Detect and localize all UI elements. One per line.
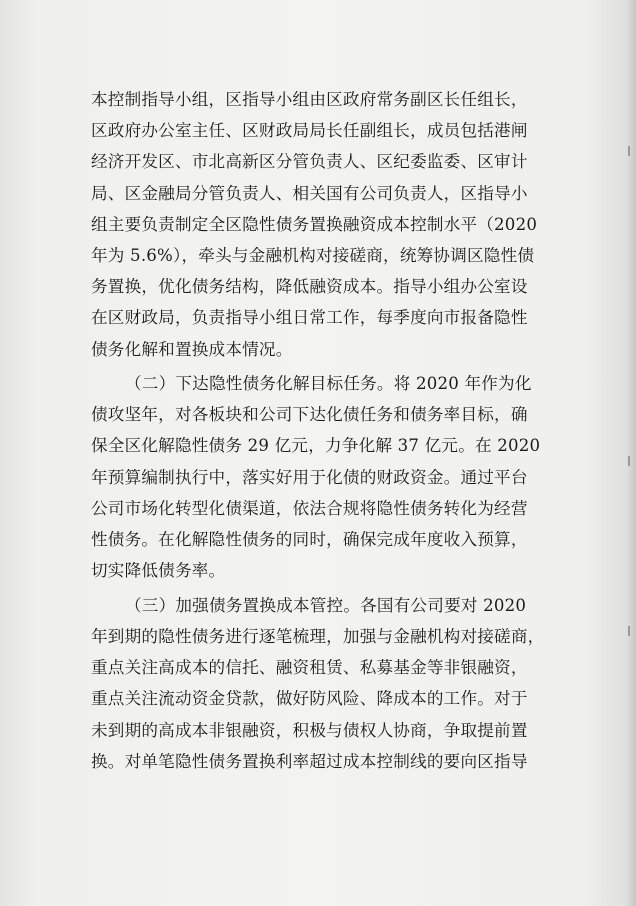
text-line: 局、区金融局分管负责人、相关国有公司负责人，区指导小	[91, 183, 528, 203]
text-line: 重点关注高成本的信托、融资租赁、私募基金等非银融资，	[91, 658, 528, 678]
text-line: 重点关注流动资金贷款，做好防风险、降成本的工作。对于	[91, 689, 528, 709]
paragraph-section-2	[91, 368, 551, 586]
paragraph-section-3	[91, 590, 551, 777]
text-line: 债攻坚年，对各板块和公司下达化债任务和债务率目标，确	[91, 405, 528, 425]
document-body	[91, 84, 551, 780]
text-line: 年到期的隐性债务进行逐笔梳理，加强与金融机构对接磋商，	[91, 626, 545, 646]
text-line: 切实降低债务率。	[91, 561, 226, 581]
section-heading-line: （三）加强债务置换成本管控。各国有公司要对 2020	[125, 595, 527, 615]
text-line: 组主要负责制定全区隐性债务置换融资成本控制水平（2020	[91, 214, 538, 234]
section-heading-line: （二）下达隐性债务化解目标任务。将 2020 年作为化	[125, 374, 532, 394]
text-line: 本控制指导小组，区指导小组由区政府常务副区长任组长，	[91, 90, 528, 109]
text-line: 债务化解和置换成本情况。	[91, 339, 293, 359]
text-line: 经济开发区、市北高新区分管负责人、区纪委监委、区审计	[91, 152, 528, 172]
margin-mark	[628, 456, 630, 466]
text-line: 保全区化解隐性债务 29 亿元，力争化解 37 亿元。在 2020	[91, 436, 541, 456]
text-line: 务置换，优化债务结构，降低融资成本。指导小组办公室设	[91, 277, 528, 297]
text-line: 换。对单笔隐性债务置换利率超过成本控制线的要向区指导	[91, 751, 528, 771]
text-line: 未到期的高成本非银融资，积极与债权人协商，争取提前置	[91, 720, 528, 740]
text-line: 区政府办公室主任、区财政局局长任副组长，成员包括港闸	[91, 121, 528, 141]
text-line: 年预算编制执行中，落实好用于化债的财政资金。通过平台	[91, 467, 528, 487]
text-line: 年为 5.6%），牵头与金融机构对接磋商，统筹协调区隐性债	[91, 245, 535, 265]
margin-mark	[628, 626, 630, 636]
text-line: 性债务。在化解隐性债务的同时，确保完成年度收入预算，	[91, 530, 528, 550]
margin-mark	[628, 146, 630, 156]
page-edge-shadow	[626, 0, 636, 906]
paragraph-leading-section	[91, 84, 551, 365]
text-line: 在区财政局，负责指导小组日常工作，每季度向市报备隐性	[91, 308, 528, 328]
text-line: 公司市场化转型化债渠道，依法合规将隐性债务转化为经营	[91, 498, 528, 518]
